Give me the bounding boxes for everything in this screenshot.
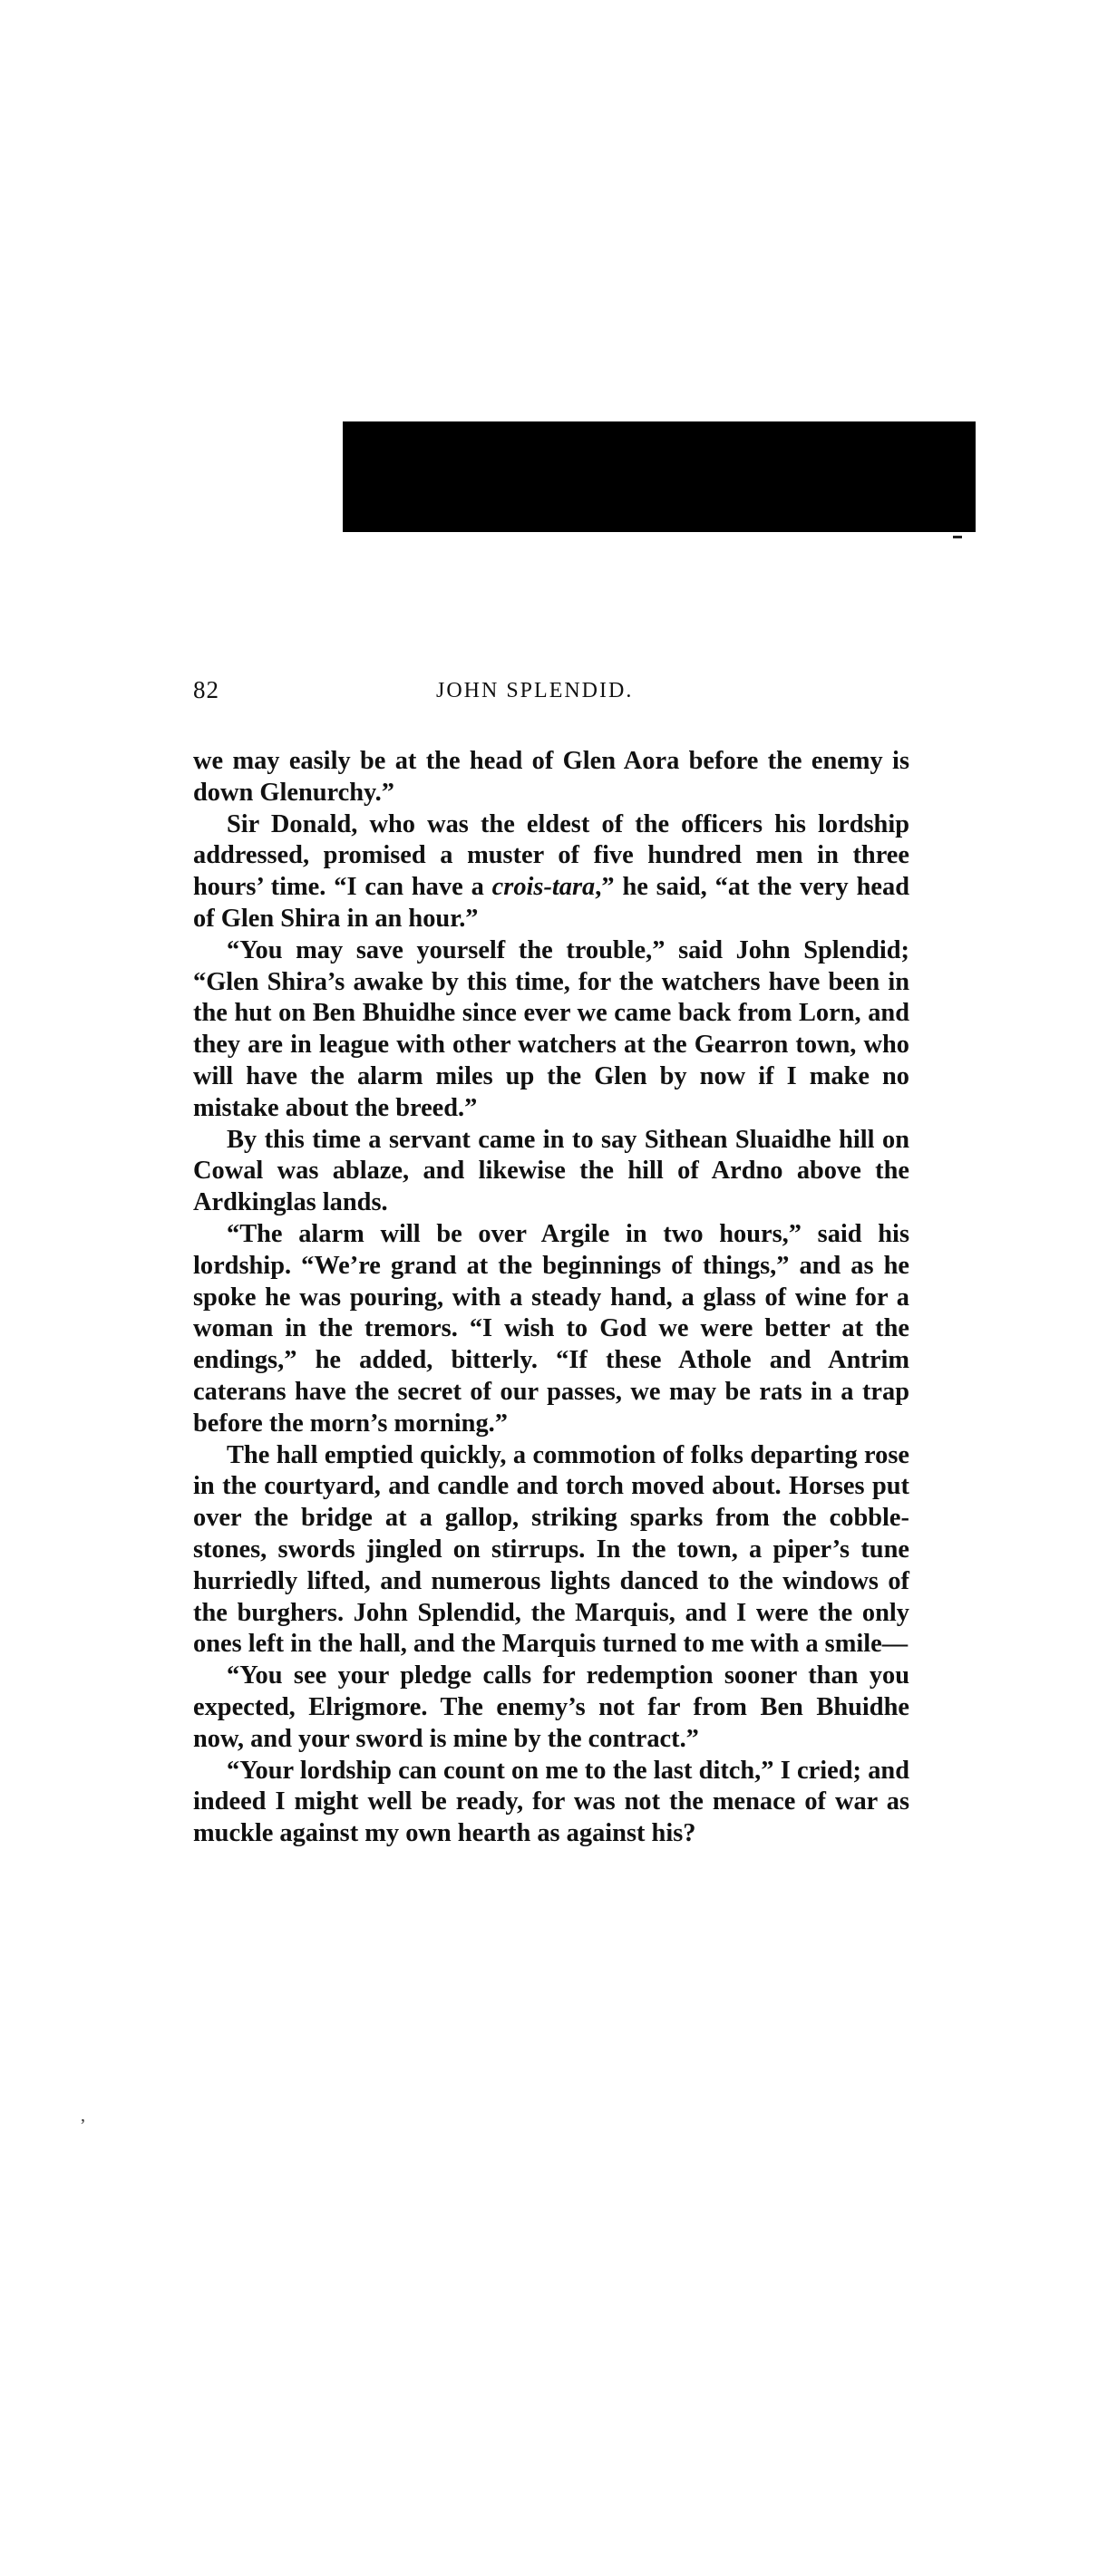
paragraph-4: By this time a servant came in to say Sithean Sluaidhe hill on Cowal was ablaze, and likewise the hill of Ardno above the Ardkinglas lands. (193, 1125, 909, 1217)
paragraph-8: “Your lordship can count on me to the last ditch,” I cried; and indeed I might well be ready, for was not the menace of war as muckle against my own hearth as against his? (193, 1756, 909, 1848)
paragraph-2-part-2: ,” he said, “at the very head of Glen Shira in an hour.” (193, 873, 910, 933)
scan-speck (953, 536, 962, 538)
italic-term: crois-tara (491, 873, 596, 902)
redaction-bar (343, 421, 976, 532)
paragraph-7: “You see your pledge calls for redemption sooner than you expected, Elrigmore. The enemy’s not far from Ben Bhuidhe now, and your sword is mine by the contract.” (193, 1661, 909, 1753)
paragraph-2 (193, 809, 909, 935)
running-head: JOHN SPLENDID. (436, 679, 634, 702)
body-text (193, 746, 909, 1850)
margin-mark: ’ (80, 2116, 86, 2135)
page-number: 82 (193, 676, 219, 703)
paragraph-1: we may easily be at the head of Glen Aora before the enemy is down Glenurchy.” (193, 747, 909, 807)
paragraph-6: The hall emptied quickly, a commotion of folks departing rose in the courtyard, and candle and torch moved about. Horses put over the bridge at a gallop, striking sparks from the cobble-stones, swords jingled on stirrups. In the town, a piper’s tune hurriedly lifted, and numerous lights danced to the windows of the burghers. John Splendid, the Marquis, and I were the only ones left in the hall, and the Marquis turned to me with a smile— (193, 1440, 909, 1659)
paragraph-5: “The alarm will be over Argile in two hours,” said his lordship. “We’re grand at the beginnings of things,” and as he spoke he was pouring, with a steady hand, a glass of wine for a woman in the tremors. “I wish to God we were better at the endings,” he added, bitterly. “If these Athole and Antrim caterans have the secret of our passes, we may be rats in a trap before the morn’s morning.” (193, 1219, 909, 1438)
paragraph-2-part-1: Sir Donald, who was the eldest of the officers his lordship addressed, promised a muster of five hundred men in three hours’ time. “I can have a (193, 809, 909, 902)
page-header (193, 676, 909, 712)
paragraph-3: “You may save yourself the trouble,” said John Splendid; “Glen Shira’s awake by this time, for the watchers have been in the hut on Ben Bhuidhe since ever we came back from Lorn, and they are in league with other watchers at the Gearron town, who will have the alarm miles up the Glen by now if I make no mistake about the breed.” (193, 935, 909, 1122)
